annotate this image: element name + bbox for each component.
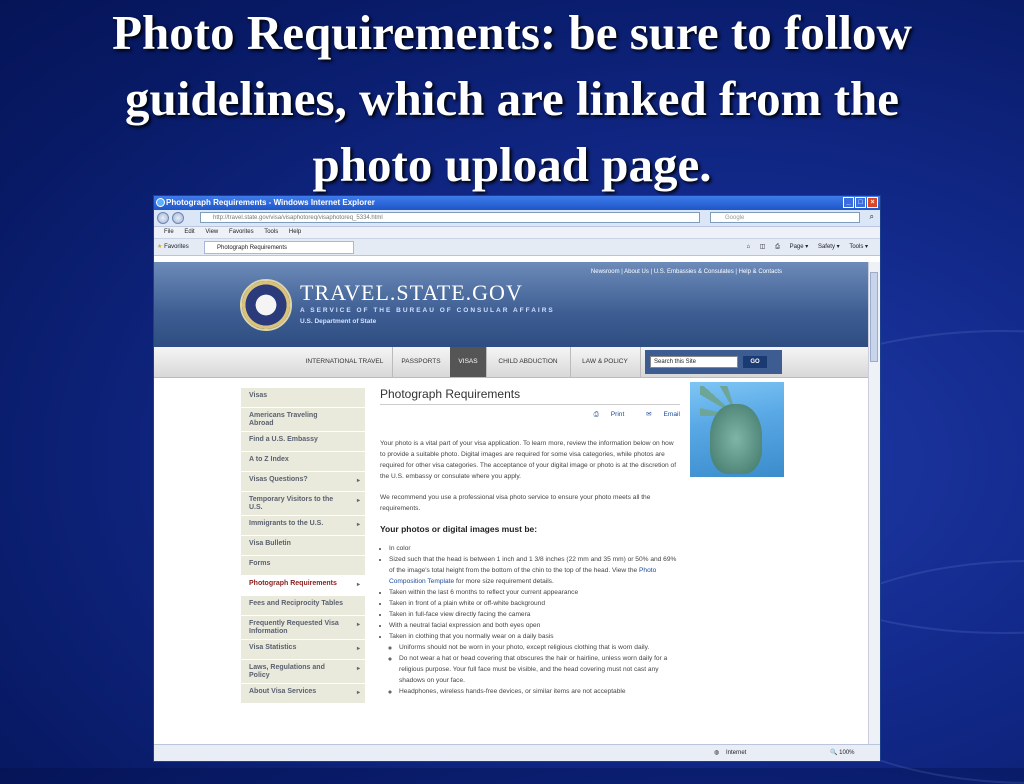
maximize-button[interactable]: □ <box>855 197 866 208</box>
printer-icon: ⎙ <box>593 411 599 418</box>
favorites-bar <box>154 239 880 256</box>
list-item-text: Taken in clothing that you normally wear on a daily basis <box>389 633 554 640</box>
site-brand-subtitle: A SERVICE OF THE BUREAU OF CONSULAR AFFAIRS <box>300 307 555 314</box>
envelope-icon: ✉ <box>646 411 652 418</box>
statue-of-liberty-image <box>690 382 784 477</box>
home-icon[interactable]: ⌂ <box>746 244 751 250</box>
sidebar-item-visas-questions[interactable] <box>241 472 365 492</box>
recommend-paragraph: We recommend you use a professional visa photo service to ensure your photo meets all the requirements. <box>380 494 651 512</box>
browser-search-input[interactable]: Google <box>710 212 860 223</box>
print-link[interactable] <box>584 411 625 418</box>
close-button[interactable]: × <box>867 197 878 208</box>
share-tools <box>380 409 680 420</box>
sidebar-item-label: Visas <box>249 392 268 399</box>
sidebar-item-label: About Visa Services <box>249 688 317 695</box>
nav-visas[interactable]: VISAS <box>450 347 487 377</box>
print-icon[interactable]: ⎙ <box>775 244 780 250</box>
favorites-label: Favorites <box>164 244 189 250</box>
sidebar-item-label: Find a U.S. Embassy <box>249 436 318 443</box>
sidebar-item-label: A to Z Index <box>249 456 289 463</box>
site-nav <box>154 347 868 378</box>
menu-file[interactable]: File <box>164 229 174 235</box>
sidebar-item-label: Visa Bulletin <box>249 540 291 547</box>
sidebar-item-label: Frequently Requested Visa Information <box>249 620 339 635</box>
command-bar <box>738 239 868 255</box>
sidebar-item-label: Immigrants to the U.S. <box>249 520 324 527</box>
sidebar-item-visa-statistics[interactable] <box>241 640 365 660</box>
sidebar-item-a-to-z-index[interactable] <box>241 452 365 472</box>
web-page-content <box>154 262 868 744</box>
safety-menu[interactable]: Safety ▾ <box>817 244 840 250</box>
department-seal-logo <box>240 279 292 331</box>
browser-titlebar <box>154 196 880 210</box>
list-item-text: for more size requirement details. <box>454 578 554 585</box>
scrollbar-thumb[interactable] <box>870 272 878 362</box>
menu-bar <box>154 227 880 239</box>
email-link[interactable] <box>636 411 680 418</box>
list-item: • With a neutral facial expression and both eyes open <box>389 620 680 631</box>
statue-face <box>710 404 762 474</box>
chevron-right-icon: ▸ <box>356 522 360 528</box>
email-label: Email <box>663 411 680 418</box>
minimize-button[interactable]: _ <box>843 197 854 208</box>
star-icon: ★ <box>157 244 163 250</box>
menu-favorites[interactable]: Favorites <box>228 229 254 235</box>
globe-icon: ◍ <box>714 750 720 756</box>
requirements-heading: Your photos or digital images must be: <box>380 524 538 534</box>
sub-list-item: ◦ Uniforms should not be worn in your photo, except religious clothing that is worn daily. <box>399 642 680 653</box>
sidebar-item-photograph-requirements[interactable] <box>241 576 365 596</box>
sidebar-item-label: Americans Traveling Abroad <box>249 412 318 427</box>
left-navigation <box>241 388 365 704</box>
menu-tools[interactable]: Tools <box>264 229 279 235</box>
back-button[interactable] <box>157 212 169 224</box>
photo-composition-template-link[interactable]: Photo Composition Template <box>389 567 657 585</box>
sidebar-item-frequently-requested-visa-information[interactable] <box>241 616 365 640</box>
sidebar-item-forms[interactable] <box>241 556 365 576</box>
site-search-input[interactable]: Search this Site <box>650 356 738 368</box>
list-item: • Taken in front of a plain white or off-white background <box>389 598 680 609</box>
clothing-sublist <box>389 642 680 697</box>
forward-button[interactable] <box>172 212 184 224</box>
search-icon[interactable]: ⌕ <box>869 212 874 221</box>
utility-links[interactable]: Newsroom | About Us | U.S. Embassies & Consulates | Help & Contacts <box>590 269 782 275</box>
nav-law-policy[interactable]: LAW & POLICY <box>570 347 641 377</box>
window-title: Photograph Requirements - Windows Internet Explorer <box>166 198 375 207</box>
list-item: • Taken within the last 6 months to reflect your current appearance <box>389 587 680 598</box>
list-item <box>389 631 680 697</box>
status-bar <box>154 744 880 762</box>
nav-international-travel[interactable]: INTERNATIONAL TRAVEL <box>297 347 393 377</box>
sidebar-item-label: Fees and Reciprocity Tables <box>249 600 344 607</box>
sidebar-item-label: Forms <box>249 560 271 567</box>
sidebar-item-laws-regulations-and-policy[interactable] <box>241 660 365 684</box>
address-bar-row <box>154 210 880 227</box>
sidebar-item-immigrants-to-the-u-s[interactable] <box>241 516 365 536</box>
chevron-right-icon: ▸ <box>356 646 360 652</box>
chevron-right-icon: ▸ <box>356 478 360 484</box>
vertical-scrollbar[interactable] <box>868 262 880 744</box>
sidebar-item-visas[interactable] <box>241 388 365 408</box>
list-item: • In color <box>389 543 680 554</box>
zoom-level[interactable]: 🔍 100% <box>830 750 855 756</box>
sidebar-item-americans-traveling-abroad[interactable] <box>241 408 365 432</box>
page-title: Photograph Requirements <box>380 389 680 405</box>
site-brand[interactable]: TRAVEL.STATE.GOV <box>300 280 523 305</box>
menu-help[interactable]: Help <box>288 229 302 235</box>
sidebar-item-fees-and-reciprocity-tables[interactable] <box>241 596 365 616</box>
ie-logo-icon <box>156 198 165 207</box>
requirements-list <box>380 543 680 697</box>
nav-passports[interactable]: PASSPORTS <box>392 347 451 377</box>
sidebar-item-label: Photograph Requirements <box>249 580 337 587</box>
security-zone: Internet <box>726 750 747 756</box>
sidebar-item-label: Visas Questions? <box>249 476 308 483</box>
sidebar-item-label: Laws, Regulations and Policy <box>249 664 325 679</box>
list-item <box>389 554 680 587</box>
chevron-right-icon: ▸ <box>356 622 360 628</box>
tab-photograph-requirements[interactable]: Photograph Requirements <box>204 241 354 254</box>
feeds-icon[interactable]: ◫ <box>759 244 766 250</box>
chevron-right-icon: ▸ <box>356 582 360 588</box>
sub-list-item: ◦ Do not wear a hat or head covering that obscures the hair or hairline, unless worn daily for a religious purpose. Your full face must be visible, and the head covering must not cast any shadows on your face. <box>399 653 680 686</box>
browser-window <box>153 195 881 762</box>
chevron-right-icon: ▸ <box>356 666 360 672</box>
main-article <box>380 388 680 697</box>
zoom-value: 100% <box>839 750 855 756</box>
site-brand-department: U.S. Department of State <box>300 318 377 325</box>
menu-view[interactable]: View <box>205 229 219 235</box>
nav-child-abduction[interactable]: CHILD ABDUCTION <box>486 347 571 377</box>
sidebar-item-label: Temporary Visitors to the U.S. <box>249 496 334 511</box>
menu-edit[interactable]: Edit <box>184 229 195 235</box>
intro-paragraph: Your photo is a vital part of your visa application. To learn more, review the information below on how to provide a suitable photo. Digital images are required for some visa categories, while photos are required for other visa categories. The acceptance of your digital image or photo is at the discretion of the U.S. embassy or consulate where you apply. <box>380 440 677 480</box>
chevron-right-icon: ▸ <box>356 498 360 504</box>
sub-list-item: ◦ Headphones, wireless hands-free devices, or similar items are not acceptable <box>399 686 680 697</box>
page-menu[interactable]: Page ▾ <box>789 244 809 250</box>
list-item: • Taken in full-face view directly facing the camera <box>389 609 680 620</box>
sidebar-item-find-a-u-s-embassy[interactable] <box>241 432 365 452</box>
sidebar-item-label: Visa Statistics <box>249 644 297 651</box>
site-header <box>154 262 868 347</box>
address-input[interactable]: http://travel.state.gov/visa/visaphotoreq/visaphotoreq_5334.html <box>200 212 700 223</box>
site-search-go-button[interactable]: GO <box>743 356 767 368</box>
chevron-right-icon: ▸ <box>356 690 360 696</box>
print-label: Print <box>610 411 625 418</box>
site-search <box>645 350 782 374</box>
sidebar-item-temporary-visitors-to-the-u-s[interactable] <box>241 492 365 516</box>
sidebar-item-about-visa-services[interactable] <box>241 684 365 704</box>
favorites-button[interactable] <box>157 239 189 255</box>
slide-title: Photo Requirements: be sure to follow guidelines, which are linked from the photo upload page. <box>112 5 912 192</box>
sidebar-item-visa-bulletin[interactable] <box>241 536 365 556</box>
list-item-text: Sized such that the head is between 1 inch and 1 3/8 inches (22 mm and 35 mm) or 50% and 69% of the image's total height from the bottom of the chin to the top of the head. View the <box>389 556 677 574</box>
tools-menu[interactable]: Tools ▾ <box>849 244 868 250</box>
